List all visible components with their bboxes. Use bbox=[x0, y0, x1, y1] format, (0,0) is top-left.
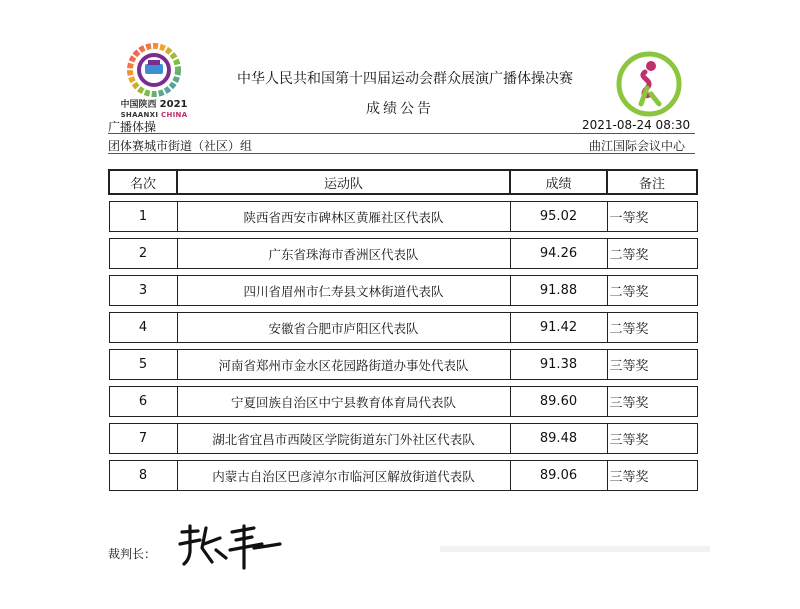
table-row bbox=[109, 202, 697, 232]
score-cell: 89.48 bbox=[510, 424, 607, 454]
team-cell: 四川省眉州市仁寿县文林街道代表队 bbox=[177, 276, 510, 306]
rank-cell: 3 bbox=[109, 276, 177, 306]
header-divider-bottom bbox=[108, 153, 695, 154]
note-cell: 二等奖 bbox=[607, 313, 697, 343]
score-cell: 89.06 bbox=[510, 461, 607, 491]
note-cell: 一等奖 bbox=[607, 202, 697, 232]
rank-cell: 6 bbox=[109, 387, 177, 417]
team-cell: 陕西省西安市碑林区黄雁社区代表队 bbox=[177, 202, 510, 232]
table-row bbox=[109, 239, 697, 269]
header-score: 成绩 bbox=[510, 170, 607, 194]
rank-cell: 4 bbox=[109, 313, 177, 343]
rank-cell: 5 bbox=[109, 350, 177, 380]
emblem-caption-shaanxi: SHAANXI bbox=[120, 111, 159, 119]
rank-cell: 7 bbox=[109, 424, 177, 454]
header-divider-top bbox=[108, 133, 695, 134]
broadcast-gymnastics-logo bbox=[615, 50, 683, 118]
chief-judge-label: 裁判长： bbox=[108, 547, 157, 561]
table-row bbox=[109, 387, 697, 417]
table-header-row bbox=[109, 170, 697, 194]
emblem-caption-china: CHINA bbox=[161, 111, 188, 119]
emblem-caption bbox=[108, 100, 200, 120]
results-table bbox=[108, 169, 698, 491]
score-cell: 89.60 bbox=[510, 387, 607, 417]
score-cell: 91.88 bbox=[510, 276, 607, 306]
table-row bbox=[109, 424, 697, 454]
score-cell: 94.26 bbox=[510, 239, 607, 269]
event-venue: 曲江国际会议中心 bbox=[589, 139, 686, 153]
document-title: 中华人民共和国第十四届运动会群众展演广播体操决赛 bbox=[237, 71, 573, 87]
table-row bbox=[109, 276, 697, 306]
score-cell: 91.38 bbox=[510, 350, 607, 380]
emblem-caption-year: 2021 bbox=[159, 99, 188, 110]
team-cell: 广东省珠海市香洲区代表队 bbox=[177, 239, 510, 269]
table-row bbox=[109, 313, 697, 343]
table-row bbox=[109, 350, 697, 380]
note-cell: 二等奖 bbox=[607, 239, 697, 269]
rank-cell: 2 bbox=[109, 239, 177, 269]
table-row bbox=[109, 461, 697, 491]
note-cell: 三等奖 bbox=[607, 424, 697, 454]
signature-line-decoration bbox=[440, 538, 710, 560]
rank-cell: 1 bbox=[109, 202, 177, 232]
document-subtitle: 成绩公告 bbox=[366, 101, 434, 117]
event-category: 广播体操 bbox=[108, 120, 157, 134]
note-cell: 三等奖 bbox=[607, 350, 697, 380]
event-datetime: 2021-08-24 08:30 bbox=[582, 118, 691, 132]
team-cell: 安徽省合肥市庐阳区代表队 bbox=[177, 313, 510, 343]
header-rank: 名次 bbox=[109, 170, 177, 194]
team-cell: 内蒙古自治区巴彦淖尔市临河区解放街道代表队 bbox=[177, 461, 510, 491]
event-group: 团体赛城市街道（社区）组 bbox=[108, 139, 253, 153]
chief-judge-signature bbox=[176, 522, 286, 572]
note-cell: 二等奖 bbox=[607, 276, 697, 306]
emblem-caption-location: 中国陕西 bbox=[120, 100, 157, 110]
score-cell: 91.42 bbox=[510, 313, 607, 343]
rank-cell: 8 bbox=[109, 461, 177, 491]
note-cell: 三等奖 bbox=[607, 387, 697, 417]
team-cell: 湖北省宜昌市西陵区学院街道东门外社区代表队 bbox=[177, 424, 510, 454]
note-cell: 三等奖 bbox=[607, 461, 697, 491]
header-note: 备注 bbox=[607, 170, 697, 194]
header-team: 运动队 bbox=[177, 170, 510, 194]
team-cell: 宁夏回族自治区中宁县教育体育局代表队 bbox=[177, 387, 510, 417]
score-cell: 95.02 bbox=[510, 202, 607, 232]
team-cell: 河南省郑州市金水区花园路街道办事处代表队 bbox=[177, 350, 510, 380]
